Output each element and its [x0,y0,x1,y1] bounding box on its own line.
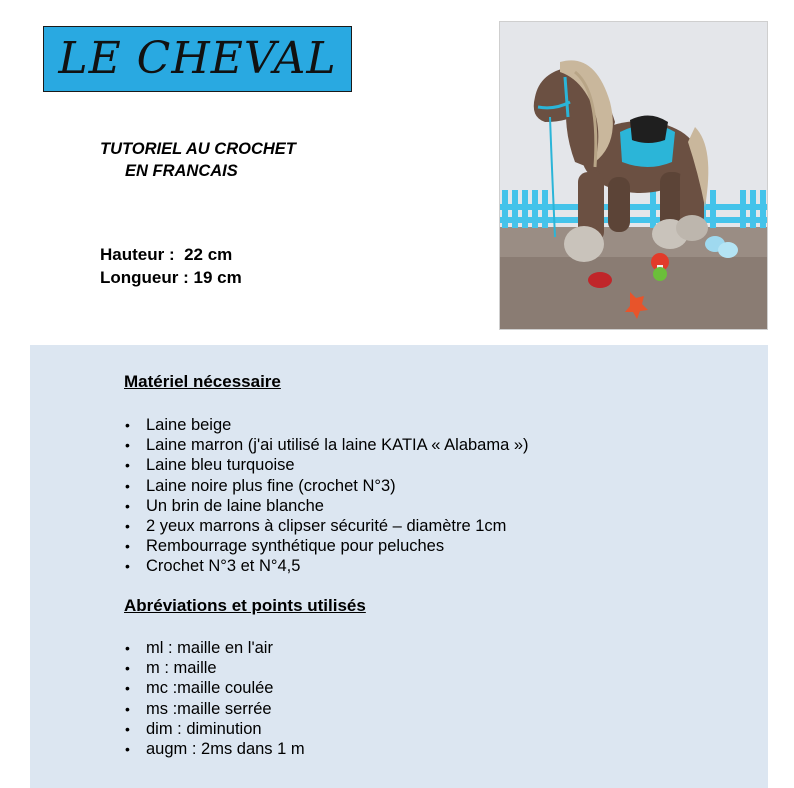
list-item [125,455,529,475]
list-item [125,435,529,455]
page-title: LE CHEVAL [58,33,337,84]
list-item [125,516,529,536]
materials-heading: Matériel nécessaire [124,372,281,391]
horse-photo [499,21,768,330]
list-item-text: Crochet N°3 et N°4,5 [146,557,301,576]
bullet: • [125,497,130,514]
bullet: • [125,457,130,474]
bullet: • [125,700,130,717]
list-item [125,658,305,678]
list-item [125,556,529,576]
list-item [125,496,529,516]
list-item-text: ms :maille serrée [146,699,272,718]
bullet: • [125,518,130,535]
materials-list [125,415,529,577]
subtitle [100,138,296,182]
length-value: 19 cm [193,268,242,287]
list-item-text: 2 yeux marrons à clipser sécurité – diamètre 1cm [146,517,507,536]
list-item-text: augm : 2ms dans 1 m [146,740,305,759]
list-item-text: Un brin de laine blanche [146,496,324,515]
subtitle-line-2: EN FRANCAIS [125,162,238,180]
height-label: Hauteur : [100,245,175,264]
list-item-text: ml : maille en l'air [146,639,273,657]
list-item-text: m : maille [146,659,217,678]
bullet: • [125,741,130,758]
list-item [125,476,529,496]
list-item-text: dim : diminution [146,719,262,738]
bullet: • [125,417,130,433]
list-item-text: Laine marron (j'ai utilisé la laine KATIA « Alabama ») [146,436,529,455]
subtitle-line-1: TUTORIEL AU CROCHET [100,140,296,158]
bullet: • [125,660,130,677]
list-item [125,699,305,719]
list-item [125,415,529,435]
length-label: Longueur : [100,268,189,287]
list-item [125,536,529,556]
list-item-text: Rembourrage synthétique pour peluches [146,537,445,556]
list-item [125,678,305,698]
list-item [125,739,305,759]
bullet: • [125,640,130,656]
bullet: • [125,538,130,555]
bullet: • [125,558,130,575]
list-item-text: Laine bleu turquoise [146,456,295,475]
list-item-text: Laine beige [146,416,232,434]
list-item-text: Laine noire plus fine (crochet N°3) [146,476,396,495]
height-row [100,243,242,266]
bullet: • [125,720,130,737]
height-value: 22 cm [184,245,233,264]
title-banner [43,26,352,92]
list-item-text: mc :maille coulée [146,679,274,698]
length-row [100,266,242,289]
list-item [125,719,305,739]
bullet: • [125,437,130,454]
list-item [125,638,305,658]
abbreviations-list [125,638,305,759]
dimensions [100,243,242,289]
bullet: • [125,477,130,494]
bullet: • [125,680,130,697]
abbreviations-heading: Abréviations et points utilisés [124,596,366,615]
